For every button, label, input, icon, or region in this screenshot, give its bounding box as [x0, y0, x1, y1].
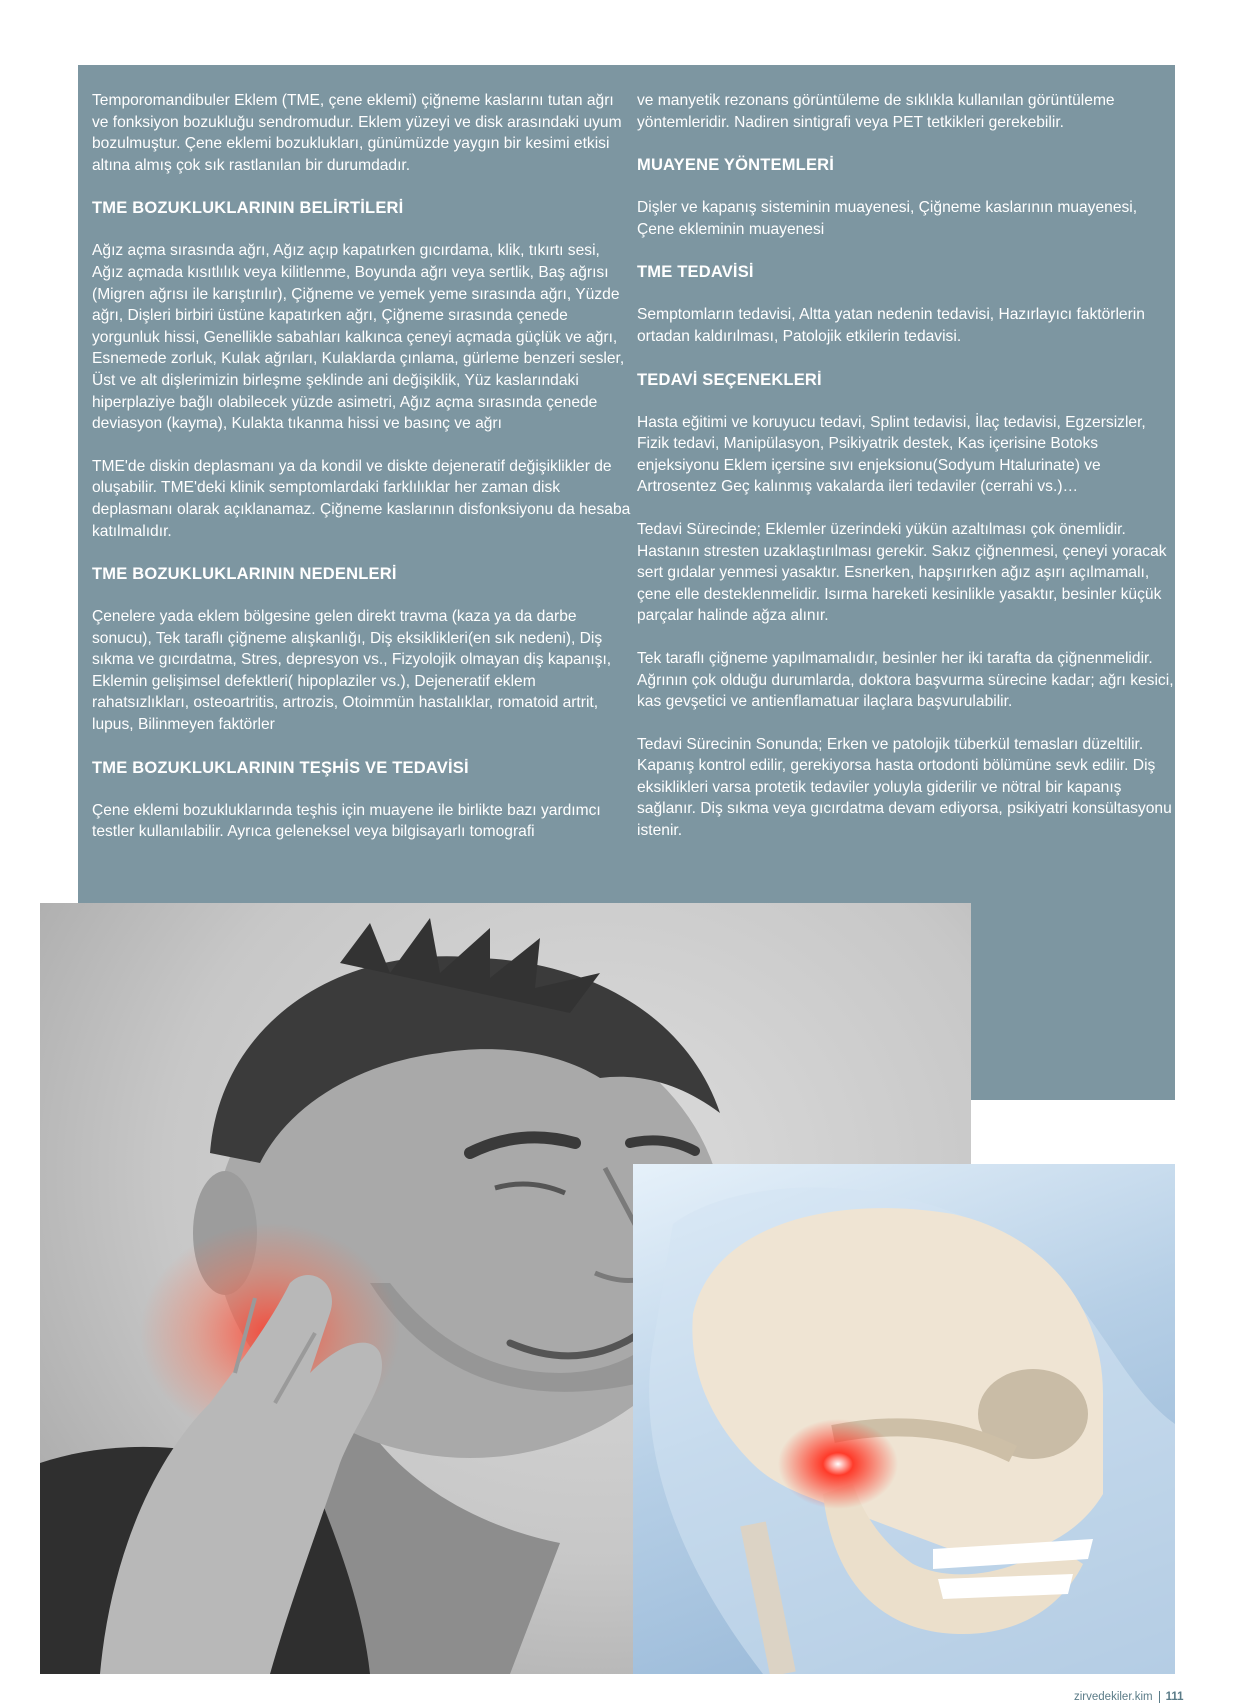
treatment-process-paragraph: Tedavi Sürecinde; Eklemler üzerindeki yükün azaltılması çok önemlidir. Hastanın stresten uzaklaştırılması gerekir. Sakız çiğnenmesi, çeneyi yoracak sert gıdalar yenmesi yasaktır. Esnerken, hapşırırken ağız aşırı açılmamalı, çene elle desteklenmelidir. Isırma hareketi kesinlikle yasaktır, besinler küçük parçalar halinde ağza alınır. — [637, 520, 1167, 625]
treatment-end-paragraph: Tedavi Sürecinin Sonunda; Erken ve patolojik tüberkül temasları düzeltilir. Kapanış kontrol edilir, gerekiyorsa hasta ortodonti bölümüne sevk edilir. Diş eksiklikleri varsa protetik tedaviler yoluyla giderilir ve nötral bir kapanış sağlanır. Diş sıkma veya gıcırdatma devam ediyorsa, psikiyatri konsültasyonu istenir. — [637, 735, 1172, 840]
skull-illustration — [633, 1164, 1175, 1674]
footer-divider — [1159, 1691, 1160, 1703]
disc-paragraph: TME'de diskin deplasmanı ya da kondil ve diskte dejeneratif değişiklikler de oluşabilir. TME'deki klinik semptomlardaki farklılıklar her zaman disk deplasmanı olarak açıklanamaz. Çiğneme kaslarının disfonksiyonu da hesaba katılmalıdır. — [92, 457, 631, 540]
diagnosis-paragraph: Çene eklemi bozukluklarında teşhis için muayene ile birlikte bazı yardımcı testler kullanılabilir. Ayrıca geleneksel veya bilgisayarlı tomografi — [92, 801, 601, 841]
chewing-paragraph: Tek taraflı çiğneme yapılmamalıdır, besinler her iki tarafta da çiğnenmelidir. Ağrının çok olduğu durumlarda, doktora başvurma sürecine kadar; ağrı kesici, kas gevşetici ve antienflamatuar ilaçlara başvurulabilir. — [637, 649, 1174, 711]
causes-paragraph: Çenelere yada eklem bölgesine gelen direkt travma (kaza ya da darbe sonucu), Tek taraflı çiğneme alışkanlığı, Diş eksiklikleri(en sık nedeni), Diş sıkma ve gıcırdatma, Stres, depresyon vs., Fizyolojik olmayan diş kapanışı, Eklemin gelişimsel defektleri( hipoplaziler vs.), Dejeneratif eklem rahatsızlıkları, osteoartritis, artrozis, Otoimmün hastalıklar, romatoid artrit, lupus, Bilinmeyen faktörler — [92, 608, 612, 734]
left-column — [92, 90, 632, 864]
symptoms-paragraph: Ağız açma sırasında ağrı, Ağız açıp kapatırken gıcırdama, klik, tıkırtı sesi, Ağız açmada kısıtlılık veya kilitlenme, Boyunda ağrı veya sertlik, Baş ağrısı (Migren ağrısı ile karıştırılır), Çiğneme ve yemek yeme sırasında ağrı, Yüzde ağrı, Dişleri birbiri üstüne kapatırken ağrı, Çiğneme sırasında çenede yorgunluk hissi, Genellikle sabahları kalkınca çeneyi açmada güçlük ve ağrı, Esnemede zorluk, Kulak ağrıları, Kulaklarda çınlama, gürleme benzeri sesler, Üst ve alt dişlerimizin birleşme şeklinde ani değişiklik, Yüz kaslarındaki hiperplaziye bağlı olabilecek yüzde asimetri, Ağız açma sırasında çenede deviasyon (kayma), Kulakta tıkanma hissi ve basınç ve ağrı — [92, 242, 625, 433]
treatment-options-heading: TEDAVİ SEÇENEKLERİ — [637, 370, 822, 389]
exam-methods-heading: MUAYENE YÖNTEMLERİ — [637, 156, 835, 175]
treatment-options-paragraph: Hasta eğitimi ve koruyucu tedavi, Splint tedavisi, İlaç tedavisi, Egzersizler, Fizik tedavi, Manipülasyon, Psikiyatrik destek, Kas içerisine Botoks enjeksiyonu Eklem içersine sıvı enjeksionu(Sodyum Htalurinate) ve Artrosentez Geç kalınmış vakalarda ileri tedaviler (cerrahi vs.)… — [637, 413, 1146, 496]
right-column — [637, 90, 1177, 863]
exam-methods-paragraph: Dişler ve kapanış sisteminin muayenesi, Çiğneme kaslarının muayenesi, Çene ekleminin muayenesi — [637, 199, 1138, 238]
skull-xray-icon — [633, 1164, 1175, 1674]
joint-pain-icon — [778, 1419, 898, 1509]
diagnosis-heading: TME BOZUKLUKLARININ TEŞHİS VE TEDAVİSİ — [92, 758, 469, 777]
treatment-paragraph: Semptomların tedavisi, Altta yatan nedenin tedavisi, Hazırlayıcı faktörlerin ortadan kaldırılması, Patolojik etkilerin tedavisi. — [637, 306, 1145, 345]
causes-heading: TME BOZUKLUKLARININ NEDENLERİ — [92, 565, 397, 584]
site-name: zirvedekiler.kim — [1074, 1691, 1153, 1703]
page-number: 111 — [1165, 1691, 1184, 1703]
treatment-heading: TME TEDAVİSİ — [637, 263, 754, 282]
symptoms-heading: TME BOZUKLUKLARININ BELİRTİLERİ — [92, 199, 404, 218]
intro-paragraph: Temporomandibuler Eklem (TME, çene eklemi) çiğneme kaslarını tutan ağrı ve fonksiyon bozukluğu sendromudur. Eklem yüzeyi ve disk arasındaki uyum bozulmuştur. Çene eklemi bozuklukları, günümüzde yaygın bir kesimi etkisi altına almış çok sık rastlanılan bir durumdadır. — [92, 92, 622, 174]
page-footer — [1074, 1688, 1184, 1706]
imaging-paragraph: ve manyetik rezonans görüntüleme de sıklıkla kullanılan görüntüleme yöntemleridir. Nadiren sintigrafi veya PET tetkikleri gerekebilir. — [637, 92, 1115, 131]
